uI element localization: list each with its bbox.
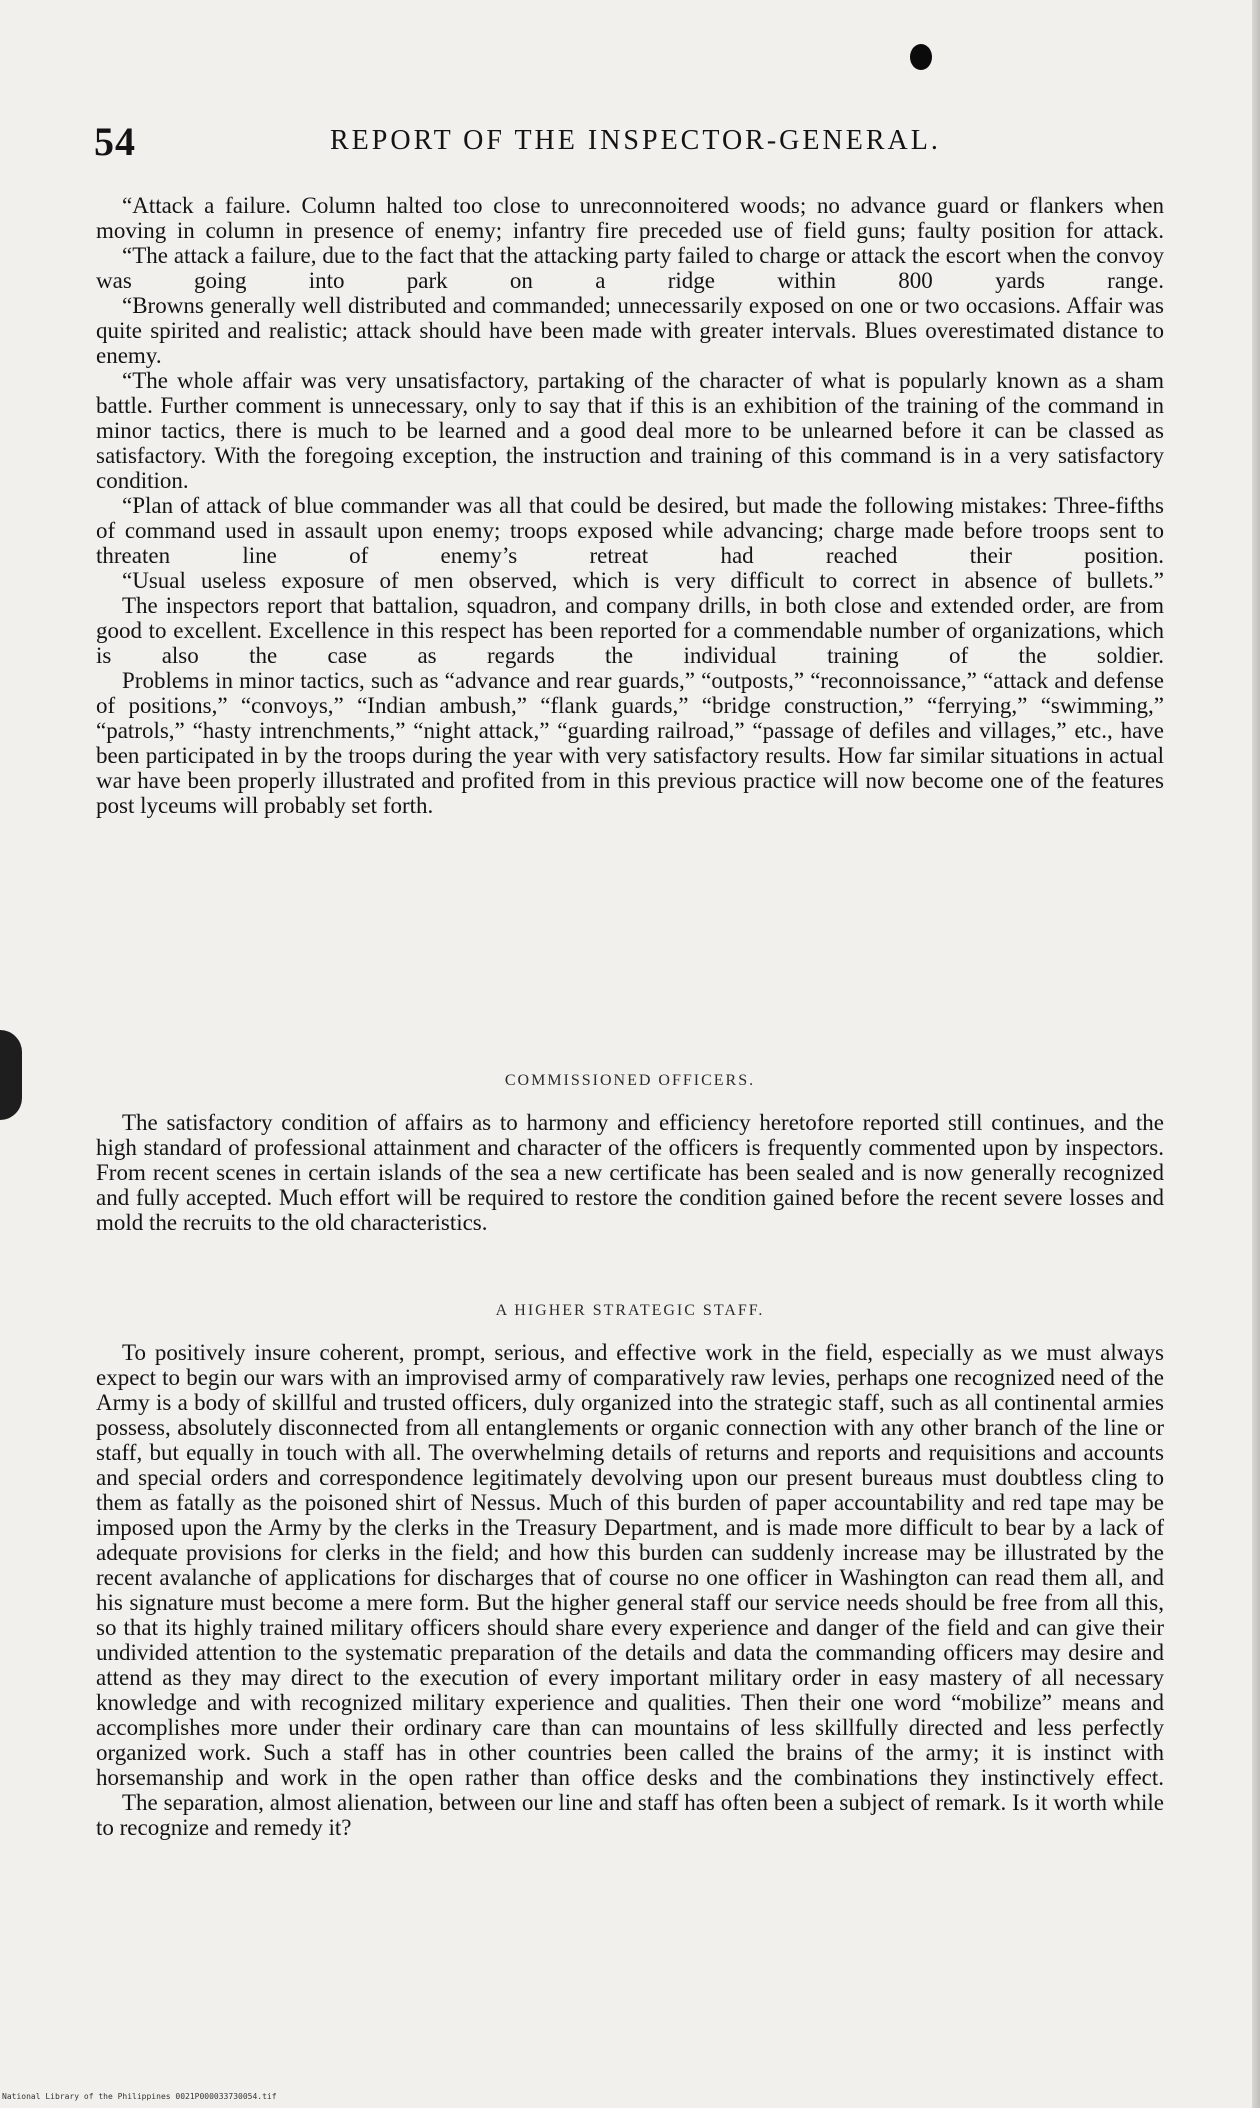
running-title: REPORT OF THE INSPECTOR-GENERAL.	[330, 125, 941, 156]
quote-paragraph: “Browns generally well distributed and commanded; unnecessarily exposed on one or two occasions. Affair was quite spirited and realistic; attack should have been made with greater intervals. Blues overestimated distance to enemy.	[96, 293, 1164, 368]
body-paragraph: To positively insure coherent, prompt, serious, and effective work in the field, especially as we must always expect to begin our wars with an improvised army of comparatively raw levies, perhaps one recognized need of the Army is a body of skillful and trusted officers, duly organized into the strategic staff, such as all continental armies possess, absolutely disconnected from all entanglements or organic connection with any other branch of the line or staff, but equally in touch with all. The overwhelming details of returns and reports and requisitions and accounts and special orders and correspondence legitimately devolving upon our present bureaus must doubtless cling to them as fatally as the poisoned shirt of Nessus. Much of this burden of paper accountability and red tape may be imposed upon the Army by the clerks in the Treasury Department, and is made more difficult to bear by a lack of adequate provisions for clerks in the field; and how this burden can suddenly increase may be illustrated by the recent avalanche of applications for discharges that of course no one officer in Washington can read them all, and his signature must become a mere form. But the higher general staff our service needs should be free from all this, so that its highly trained military officers should share every experience and danger of the field and can give their undivided attention to the systematic preparation of the details and data the commanding officers may desire and attend as they may direct to the execution of every important military order in easy mastery of all necessary knowledge and with recognized military experience and qualities. Then their one word “mobilize” means and accomplishes more under their ordinary care than can mountains of less skillfully directed and less perfectly organized work. Such a staff has in other countries been called the brains of the army; it is instinct with horsemanship and work in the open rather than office desks and the combinations they instinctively effect.	[96, 1340, 1164, 1790]
body-paragraph: Problems in minor tactics, such as “advance and rear guards,” “outposts,” “reconnoissance,” “attack and defense of positions,” “convoys,” “Indian ambush,” “flank guards,” “bridge construction,” “ferrying,” “swimming,” “patrols,” “hasty intrenchments,” “night attack,” “guarding railroad,” “passage of defiles and villages,” etc., have been participated in by the troops during the year with very satisfactory results. How far similar situations in actual war have been properly illustrated and profited from in this previous practice will now become one of the features post lyceums will probably set forth.	[96, 668, 1164, 818]
quote-paragraph: “Attack a failure. Column halted too close to unreconnoitered woods; no advance guard or flankers when moving in column in presence of enemy; infantry fire preceded use of field guns; faulty position for attack.	[96, 193, 1164, 243]
body-block-2	[96, 1110, 1164, 1235]
body-block-3	[96, 1340, 1164, 1840]
body-paragraph: The inspectors report that battalion, squadron, and company drills, in both close and extended order, are from good to excellent. Excellence in this respect has been reported for a commendable number of organizations, which is also the case as regards the individual training of the soldier.	[96, 593, 1164, 668]
section-heading-commissioned-officers: COMMISSIONED OFFICERS.	[504, 1072, 756, 1089]
quote-paragraph: “Plan of attack of blue commander was all that could be desired, but made the following mistakes: Three-fifths of command used in assault upon enemy; troops exposed while advancing; charge made before troops sent to threaten line of enemy’s retreat had reached their position.	[96, 493, 1164, 568]
quote-paragraph: “Usual useless exposure of men observed, which is very difficult to correct in absence of bullets.”	[122, 568, 1164, 593]
ink-blot	[910, 44, 932, 70]
body-paragraph: The separation, almost alienation, between our line and staff has often been a subject of remark. Is it worth while to recognize and remedy it?	[96, 1790, 1164, 1840]
quote-paragraph: “The attack a failure, due to the fact that the attacking party failed to charge or attack the escort when the convoy was going into park on a ridge within 800 yards range.	[96, 243, 1164, 293]
body-paragraph: The satisfactory condition of affairs as to harmony and efficiency heretofore reported still continues, and the high standard of professional attainment and character of the officers is frequently commented upon by inspectors. From recent scenes in certain islands of the sea a new certificate has been sealed and is now generally recognized and fully accepted. Much effort will be required to restore the condition gained before the recent severe losses and mold the recruits to the old characteristics.	[96, 1110, 1164, 1235]
page-number: 54	[94, 119, 136, 164]
body-block-1	[96, 193, 1164, 818]
quote-paragraph: “The whole affair was very unsatisfactory, partaking of the character of what is popularly known as a sham battle. Further comment is unnecessary, only to say that if this is an exhibition of the training of the command in minor tactics, there is much to be learned and a good deal more to be unlearned before it can be classed as satisfactory. With the foregoing exception, the instruction and training of this command is in a very satisfactory condition.	[96, 368, 1164, 493]
binding-hole-mark	[0, 1030, 22, 1120]
section-heading-strategic-staff: A HIGHER STRATEGIC STAFF.	[495, 1302, 765, 1319]
scan-edge	[1252, 0, 1260, 2108]
scan-footer: National Library of the Philippines 0021P000033730054.tif	[2, 2092, 277, 2101]
